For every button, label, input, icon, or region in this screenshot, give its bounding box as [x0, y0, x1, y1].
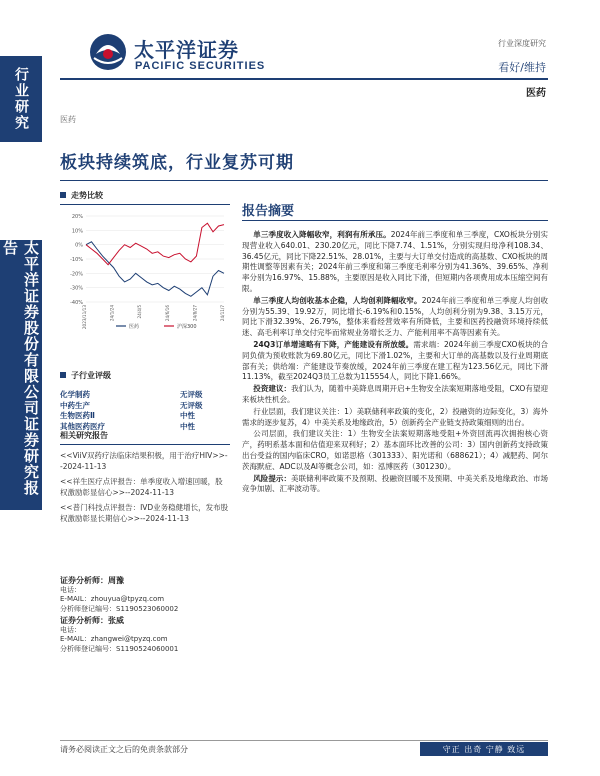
legend-label: 医药 — [129, 324, 140, 330]
rating-value: 中性 — [180, 411, 195, 420]
trend-chart — [60, 210, 230, 330]
summary-paragraph: 投资建议：我们认为，随着中美降息周期开启+生物安全法案短期落地受阻，CXO有望迎来板块性机会。 — [242, 384, 548, 404]
company-logo — [88, 30, 268, 80]
rating-row — [60, 411, 220, 422]
related-heading-rule — [60, 444, 230, 445]
chart-y-tick: -10% — [70, 257, 83, 263]
title-divider — [60, 180, 548, 181]
industry-rating: 看好/维持 — [498, 61, 546, 74]
chart-series-line-0 — [86, 242, 224, 296]
summary-paragraph: 风险提示：美联储利率政策不及预期、投融资回暖不及预期、中美关系及地缘政治、市场竞争加剧、汇率波动等。 — [242, 473, 548, 494]
summary-paragraph: 单三季度收入降幅收窄，利润有所承压。2024年前三季度和单三季度，CXO板块分别实现营业收入640.01、230.20亿元，同比下降7.74、1.51%，分别实现归母净利108.34、36.45亿元，同比下降22.51%、28.01%，主要与大订单交付造成的高基数、CXO板块的周期性调整等因素有关；2024年前三季度和第三季度毛利率分别为41.36%、39.65%、净利率分别为16.97%、15.88%，主要原因是收入同比下滑，但短期内各项费用成本压缩空间有限。 — [242, 230, 548, 293]
chart-y-tick: 10% — [71, 228, 83, 235]
rating-subsector-name: 生物医药Ⅱ — [60, 411, 95, 420]
analyst-cert: 分析师登记编号：S1190523060002 — [60, 604, 179, 613]
related-report-link[interactable]: <<普门科技点评报告：IVD业务稳健增长，发布股权激励彰显长期信心>>--2024-11-13 — [60, 503, 229, 523]
logo-mark-icon — [88, 32, 128, 72]
footer-motto: 守正 出奇 宁静 致远 — [420, 742, 548, 756]
header-sector: 医药 — [526, 88, 546, 99]
logo-text-en: PACIFIC SECURITIES — [135, 60, 266, 72]
rating-subsector-name: 中药生产 — [60, 400, 90, 410]
analyst-phone: 电话： — [60, 625, 81, 634]
analyst-name: 证券分析师：张威 — [60, 616, 124, 625]
square-bullet-icon — [60, 192, 66, 198]
page-title: 板块持续筑底，行业复苏可期 — [60, 153, 294, 173]
chart-y-tick: 0% — [75, 242, 83, 249]
footer-divider — [60, 740, 548, 741]
rating-row — [60, 390, 220, 401]
rating-subsector-name: 其他医药医疗 — [60, 421, 105, 431]
summary-title: 报告摘要 — [242, 204, 295, 219]
subsector-rating-table — [60, 390, 220, 432]
report-type: 行业深度研究 — [498, 39, 546, 48]
band-company: 太平洋证券股份有限公司证券研究报告 — [0, 240, 42, 510]
chart-y-tick: -30% — [70, 285, 83, 292]
chart-x-tick: 24/8/27 — [192, 305, 198, 322]
related-heading: 相关研究报告 — [60, 430, 108, 440]
related-report-link[interactable]: <<祥生医疗点评报告：单季度收入增速回暖，股权激励彰显信心>>--2024-11-13 — [60, 477, 223, 497]
analyst-cert: 分析师登记编号：S1190524060001 — [60, 644, 179, 653]
analyst-email[interactable]: E-MAIL：zhangwei@tpyzq.com — [60, 635, 168, 643]
summary-paragraph: 行业层面，我们建议关注：1）美联储利率政策的变化，2）投融资的边际变化，3）海外需求的逐步复苏，4）中美关系及地缘政治，5）创新药全产业链支持政策细则的出台。 — [242, 406, 548, 427]
analyst-info — [60, 574, 230, 654]
footer-disclaimer: 请务必阅读正文之后的免责条款部分 — [60, 745, 188, 754]
logo-text-cn: 太平洋证券 — [134, 38, 239, 62]
band-category: 行业研究 — [0, 56, 42, 142]
chart-x-tick: 24/6/16 — [164, 305, 170, 322]
chart-series-line-1 — [86, 223, 224, 265]
rating-heading-block — [60, 368, 230, 382]
summary-divider — [242, 220, 548, 221]
analyst-email[interactable]: E-MAIL：zhouyua@tpyzq.com — [60, 595, 165, 603]
report-meta — [498, 38, 546, 75]
header-divider — [60, 78, 548, 80]
rating-row — [60, 401, 220, 412]
chart-y-tick: -40% — [70, 300, 83, 306]
chart-y-tick: 20% — [71, 214, 83, 220]
related-report-link[interactable]: <<ViiV双药疗法临床结果积极，用于治疗HIV>>--2024-11-13 — [60, 451, 228, 471]
chart-y-tick: -20% — [70, 271, 83, 278]
square-bullet-icon — [60, 372, 66, 378]
rating-subsector-name: 化学制药 — [60, 390, 90, 399]
chart-x-tick: 24/11/7 — [220, 305, 225, 322]
summary-paragraph: 单三季度人均创收基本企稳，人均创利降幅收窄。2024年前三季度和单三季度人均创收分别为55.39、19.92万，同比增长-6.19%和0.15%，人均创利分别为9.38、3.15万元，同比下滑32.39%、26.79%，整体来看经营效率有所降低，主要和医药投融资环境持续低迷、高毛利率订单交付完毕而常规业务增长乏力、产能利用率不高等因素有关。 — [242, 295, 549, 338]
trend-heading: 走势比较 — [60, 188, 230, 202]
summary-paragraph: 24Q3订单增速略有下降，产能建设有所放缓。需求端：2024年前三季度CXO板块的合同负债为预收账款为69.80亿元，同比下滑1.02%，主要和大订单的高基数以及行业周期底部有关；供给端：产能建设节奏放缓，2024年前三季度在建工程为123.56亿元，同比下滑11.13%，截至2024Q3员工总数为115554人，同比下降1.66%。 — [242, 339, 549, 382]
analyst-name: 证券分析师：周豫 — [60, 576, 124, 585]
related-reports-list — [60, 450, 230, 528]
rating-value: 无评级 — [180, 400, 203, 410]
legend-label: 沪深300 — [177, 324, 197, 330]
analyst-phone: 电话： — [60, 585, 81, 594]
trend-heading-block — [60, 188, 230, 205]
rating-value: 中性 — [180, 421, 195, 431]
rating-value: 无评级 — [180, 390, 203, 399]
trend-heading-rule — [60, 204, 230, 205]
summary-body — [242, 230, 548, 496]
chart-x-tick: 24/1/24 — [109, 305, 115, 322]
chart-x-tick: 2023/11/13 — [82, 305, 87, 330]
related-heading-block — [60, 428, 230, 445]
sector-label: 医药 — [60, 115, 76, 124]
chart-x-tick: 24/4/5 — [137, 305, 143, 319]
rating-heading: 子行业评级 — [60, 368, 230, 382]
summary-paragraph: 公司层面，我们建议关注：1）生物安全法案短期落地受阻+外资回流再次拥抱核心资产，药明系基本面和估值迎来双利好；2）基本面环比改善的公司：3）国内创新药支持政策出台受益的国内临床CRO，如诺思格（301333）、阳光诺和（688621）；4）减肥药、阿尔茨海默症、ADC以及AI等概念公司，如：泓博医药（301230）。 — [242, 429, 548, 471]
